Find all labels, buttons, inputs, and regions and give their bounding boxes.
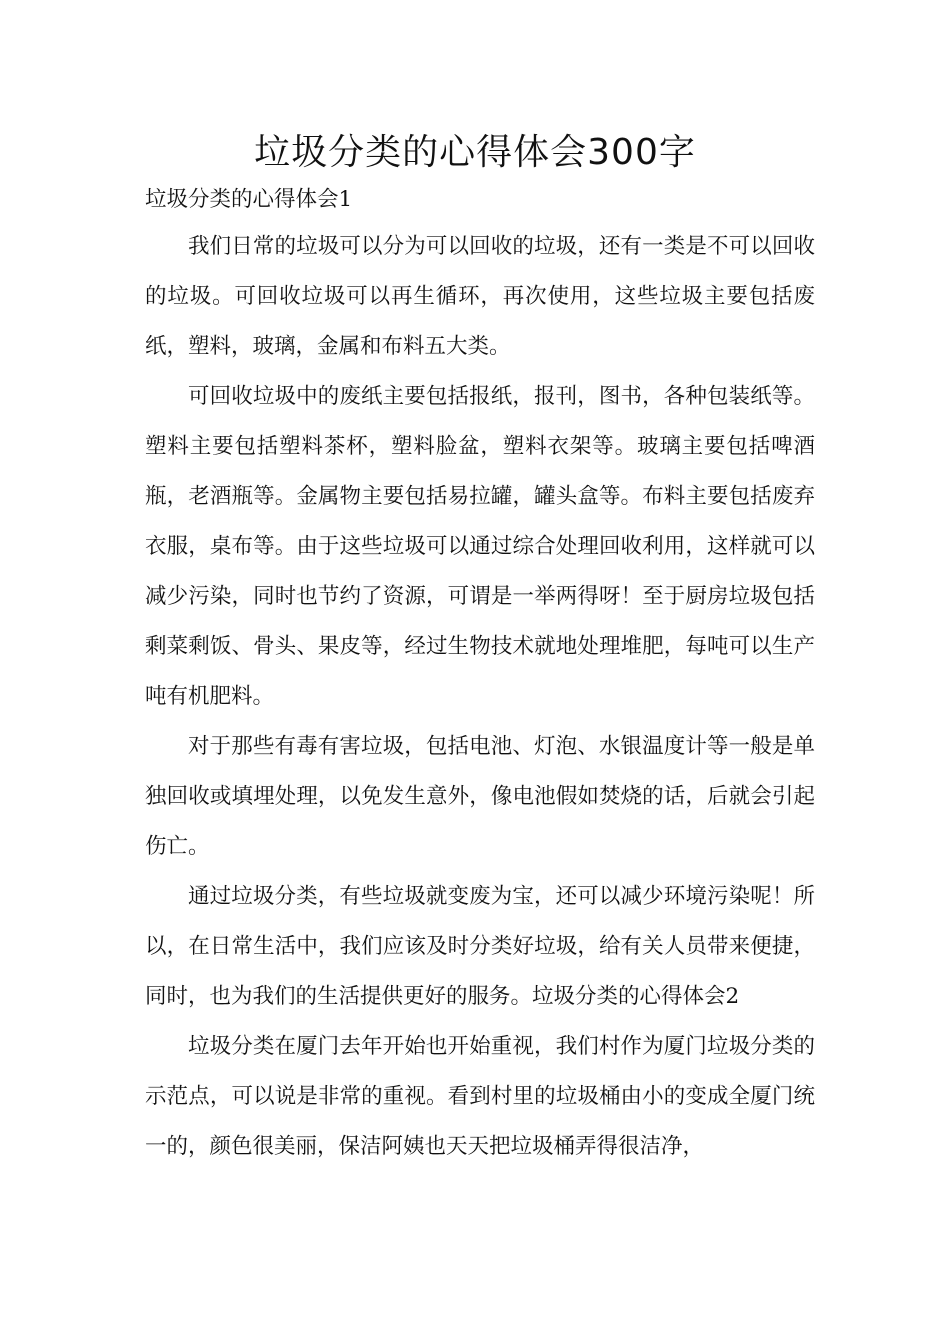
paragraph: 对于那些有毒有害垃圾，包括电池、灯泡、水银温度计等一般是单独回收或填埋处理，以免发生意外，像电池假如焚烧的话，后就会引起伤亡。 <box>145 734 815 859</box>
document-body <box>145 178 815 1172</box>
paragraph: 垃圾分类在厦门去年开始也开始重视，我们村作为厦门垃圾分类的示范点，可以说是非常的重视。看到村里的垃圾桶由小的变成全厦门统一的，颜色很美丽，保洁阿姨也天天把垃圾桶弄得很洁净， <box>145 1034 815 1159</box>
paragraph: 可回收垃圾中的废纸主要包括报纸，报刊，图书，各种包装纸等。塑料主要包括塑料茶杯，塑料脸盆，塑料衣架等。玻璃主要包括啤酒瓶，老酒瓶等。金属物主要包括易拉罐，罐头盒等。布料主要包括废弃衣服，桌布等。由于这些垃圾可以通过综合处理回收利用，这样就可以减少污染，同时也节约了资源，可谓是一举两得呀！至于厨房垃圾包括剩菜剩饭、骨头、果皮等，经过生物技术就地处理堆肥，每吨可以生产吨有机肥料。 <box>145 384 815 709</box>
section-heading: 垃圾分类的心得体会1 <box>145 187 353 212</box>
paragraph: 我们日常的垃圾可以分为可以回收的垃圾，还有一类是不可以回收的垃圾。可回收垃圾可以再生循环，再次使用，这些垃圾主要包括废纸，塑料，玻璃，金属和布料五大类。 <box>145 234 815 359</box>
paragraph: 通过垃圾分类，有些垃圾就变废为宝，还可以减少环境污染呢！所以，在日常生活中，我们应该及时分类好垃圾，给有关人员带来便捷，同时，也为我们的生活提供更好的服务。垃圾分类的心得体会2 <box>145 884 815 1009</box>
document-title: 垃圾分类的心得体会300字 <box>254 132 696 173</box>
